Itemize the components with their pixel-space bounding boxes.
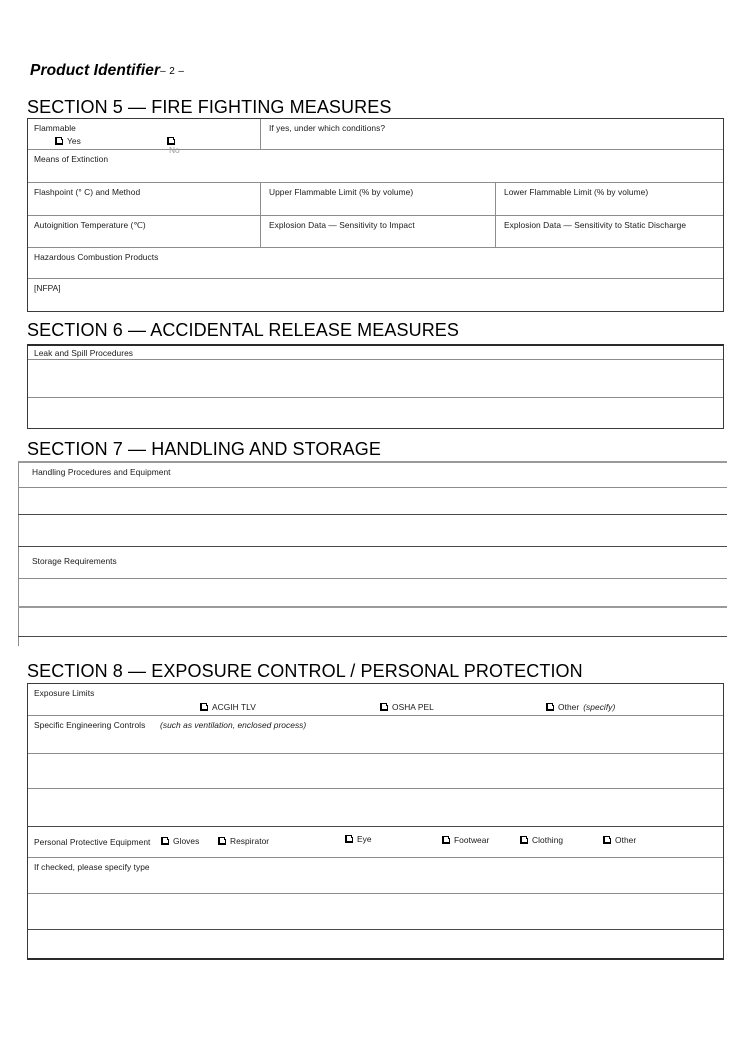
osha-pel-label: OSHA PEL	[392, 702, 434, 712]
if-yes-conditions-label: If yes, under which conditions?	[269, 123, 386, 133]
exposure-other-specify-note: (specify)	[583, 702, 616, 712]
flammable-label: Flammable	[34, 123, 76, 133]
flammable-yes-checkbox[interactable]	[55, 137, 63, 145]
upper-flammable-limit-cell[interactable]	[261, 183, 496, 215]
ppe-gloves-checkbox[interactable]	[161, 837, 169, 845]
autoignition-temperature-label: Autoignition Temperature (℃)	[34, 220, 146, 230]
section-7-rule-top	[18, 461, 727, 463]
if-yes-conditions-cell[interactable]	[261, 119, 723, 149]
means-of-extinction-label: Means of Extinction	[34, 154, 109, 164]
ppe-footwear-checkbox-group[interactable]	[442, 835, 489, 845]
acgih-tlv-checkbox-group[interactable]	[200, 702, 256, 712]
section-8-table	[27, 683, 724, 960]
nfpa-row[interactable]	[28, 279, 723, 311]
flashpoint-label: Flashpoint (° C) and Method	[34, 187, 141, 197]
hazardous-combustion-label: Hazardous Combustion Products	[34, 252, 159, 262]
flammable-row	[28, 119, 723, 155]
storage-requirements-label: Storage Requirements	[32, 556, 117, 566]
section-5-table	[27, 118, 724, 312]
leak-and-spill-label-row	[28, 346, 723, 360]
flammable-no-checkbox[interactable]	[167, 137, 175, 145]
storage-requirements-entry-1[interactable]	[19, 579, 727, 606]
ppe-other-checkbox[interactable]	[603, 836, 611, 844]
ppe-clothing-label: Clothing	[532, 835, 564, 845]
ppe-clothing-checkbox-group[interactable]	[520, 835, 563, 845]
ppe-respirator-label: Respirator	[230, 836, 270, 846]
storage-requirements-entry-2[interactable]	[19, 608, 727, 636]
if-checked-specify-label: If checked, please specify type	[34, 862, 150, 872]
osha-pel-checkbox-group[interactable]	[380, 702, 434, 712]
if-checked-specify-entry-2[interactable]	[28, 930, 723, 968]
autoignition-row	[28, 216, 723, 248]
ppe-respirator-checkbox[interactable]	[218, 837, 226, 845]
exposure-other-checkbox[interactable]	[546, 703, 554, 711]
running-head	[30, 62, 184, 80]
handling-procedures-entry-1[interactable]	[19, 488, 727, 514]
ppe-eye-checkbox[interactable]	[345, 835, 353, 843]
explosion-static-cell[interactable]	[496, 216, 723, 247]
nfpa-label: [NFPA]	[34, 283, 61, 293]
ppe-footwear-checkbox[interactable]	[442, 836, 450, 844]
flashpoint-cell[interactable]	[28, 183, 261, 215]
ppe-eye-label: Eye	[357, 834, 372, 844]
upper-flammable-limit-label: Upper Flammable Limit (% by volume)	[269, 187, 414, 197]
leak-and-spill-entry-row-2[interactable]	[28, 398, 723, 429]
flammable-yes-label: Yes	[67, 136, 81, 146]
engineering-controls-entry-1[interactable]	[28, 754, 723, 789]
flammable-cell	[28, 119, 261, 155]
exposure-limits-row	[28, 684, 723, 716]
acgih-tlv-checkbox[interactable]	[200, 703, 208, 711]
autoignition-temperature-cell[interactable]	[28, 216, 261, 247]
section-7-rule-3	[18, 546, 727, 547]
ppe-other-label: Other	[615, 835, 637, 845]
explosion-static-label: Explosion Data — Sensitivity to Static Discharge	[504, 220, 687, 230]
section-7-table	[18, 461, 727, 646]
if-checked-specify-row[interactable]	[28, 858, 723, 894]
engineering-controls-entry-2[interactable]	[28, 789, 723, 827]
osha-pel-checkbox[interactable]	[380, 703, 388, 711]
ppe-respirator-checkbox-group[interactable]	[218, 836, 269, 846]
section-8-heading: SECTION 8 — EXPOSURE CONTROL / PERSONAL PROTECTION	[27, 661, 583, 681]
leak-and-spill-entry-row-1[interactable]	[28, 360, 723, 398]
section-6-table	[27, 344, 724, 429]
ppe-footwear-label: Footwear	[454, 835, 490, 845]
acgih-tlv-label: ACGIH TLV	[212, 702, 256, 712]
ppe-eye-checkbox-group[interactable]	[345, 834, 372, 844]
engineering-controls-label: Specific Engineering Controls	[34, 720, 146, 730]
means-of-extinction-row[interactable]	[28, 150, 723, 183]
ppe-row	[28, 827, 723, 858]
engineering-controls-note: (such as ventilation, enclosed process)	[160, 720, 307, 730]
ppe-label: Personal Protective Equipment	[34, 837, 151, 847]
flammable-yes-checkbox-group[interactable]	[55, 136, 81, 146]
explosion-impact-cell[interactable]	[261, 216, 496, 247]
flashpoint-row	[28, 183, 723, 216]
exposure-other-checkbox-group[interactable]	[546, 702, 615, 712]
hazardous-combustion-row[interactable]	[28, 248, 723, 279]
section-7-rule-6	[18, 636, 727, 637]
handling-procedures-label: Handling Procedures and Equipment	[32, 467, 171, 477]
flammable-no-label: No	[169, 145, 180, 155]
section-6-heading: SECTION 6 — ACCIDENTAL RELEASE MEASURES	[27, 320, 460, 340]
leak-and-spill-label: Leak and Spill Procedures	[34, 348, 134, 358]
engineering-controls-label-row[interactable]	[28, 716, 723, 754]
if-checked-specify-entry-1[interactable]	[28, 894, 723, 930]
section-5-heading: SECTION 5 — FIRE FIGHTING MEASURES	[27, 97, 392, 117]
exposure-limits-label: Exposure Limits	[34, 688, 95, 698]
section-7-heading: SECTION 7 — HANDLING AND STORAGE	[27, 439, 381, 459]
ppe-gloves-checkbox-group[interactable]	[161, 836, 199, 846]
ppe-gloves-label: Gloves	[173, 836, 200, 846]
ppe-other-checkbox-group[interactable]	[603, 835, 636, 845]
lower-flammable-limit-cell[interactable]	[496, 183, 723, 215]
explosion-impact-label: Explosion Data — Sensitivity to Impact	[269, 220, 415, 230]
exposure-other-label: Other	[558, 702, 580, 712]
handling-procedures-entry-2[interactable]	[19, 515, 727, 546]
lower-flammable-limit-label: Lower Flammable Limit (% by volume)	[504, 187, 649, 197]
page-number: – 2 –	[160, 66, 185, 77]
product-identifier-label: Product Identifier	[30, 62, 161, 79]
ppe-clothing-checkbox[interactable]	[520, 836, 528, 844]
